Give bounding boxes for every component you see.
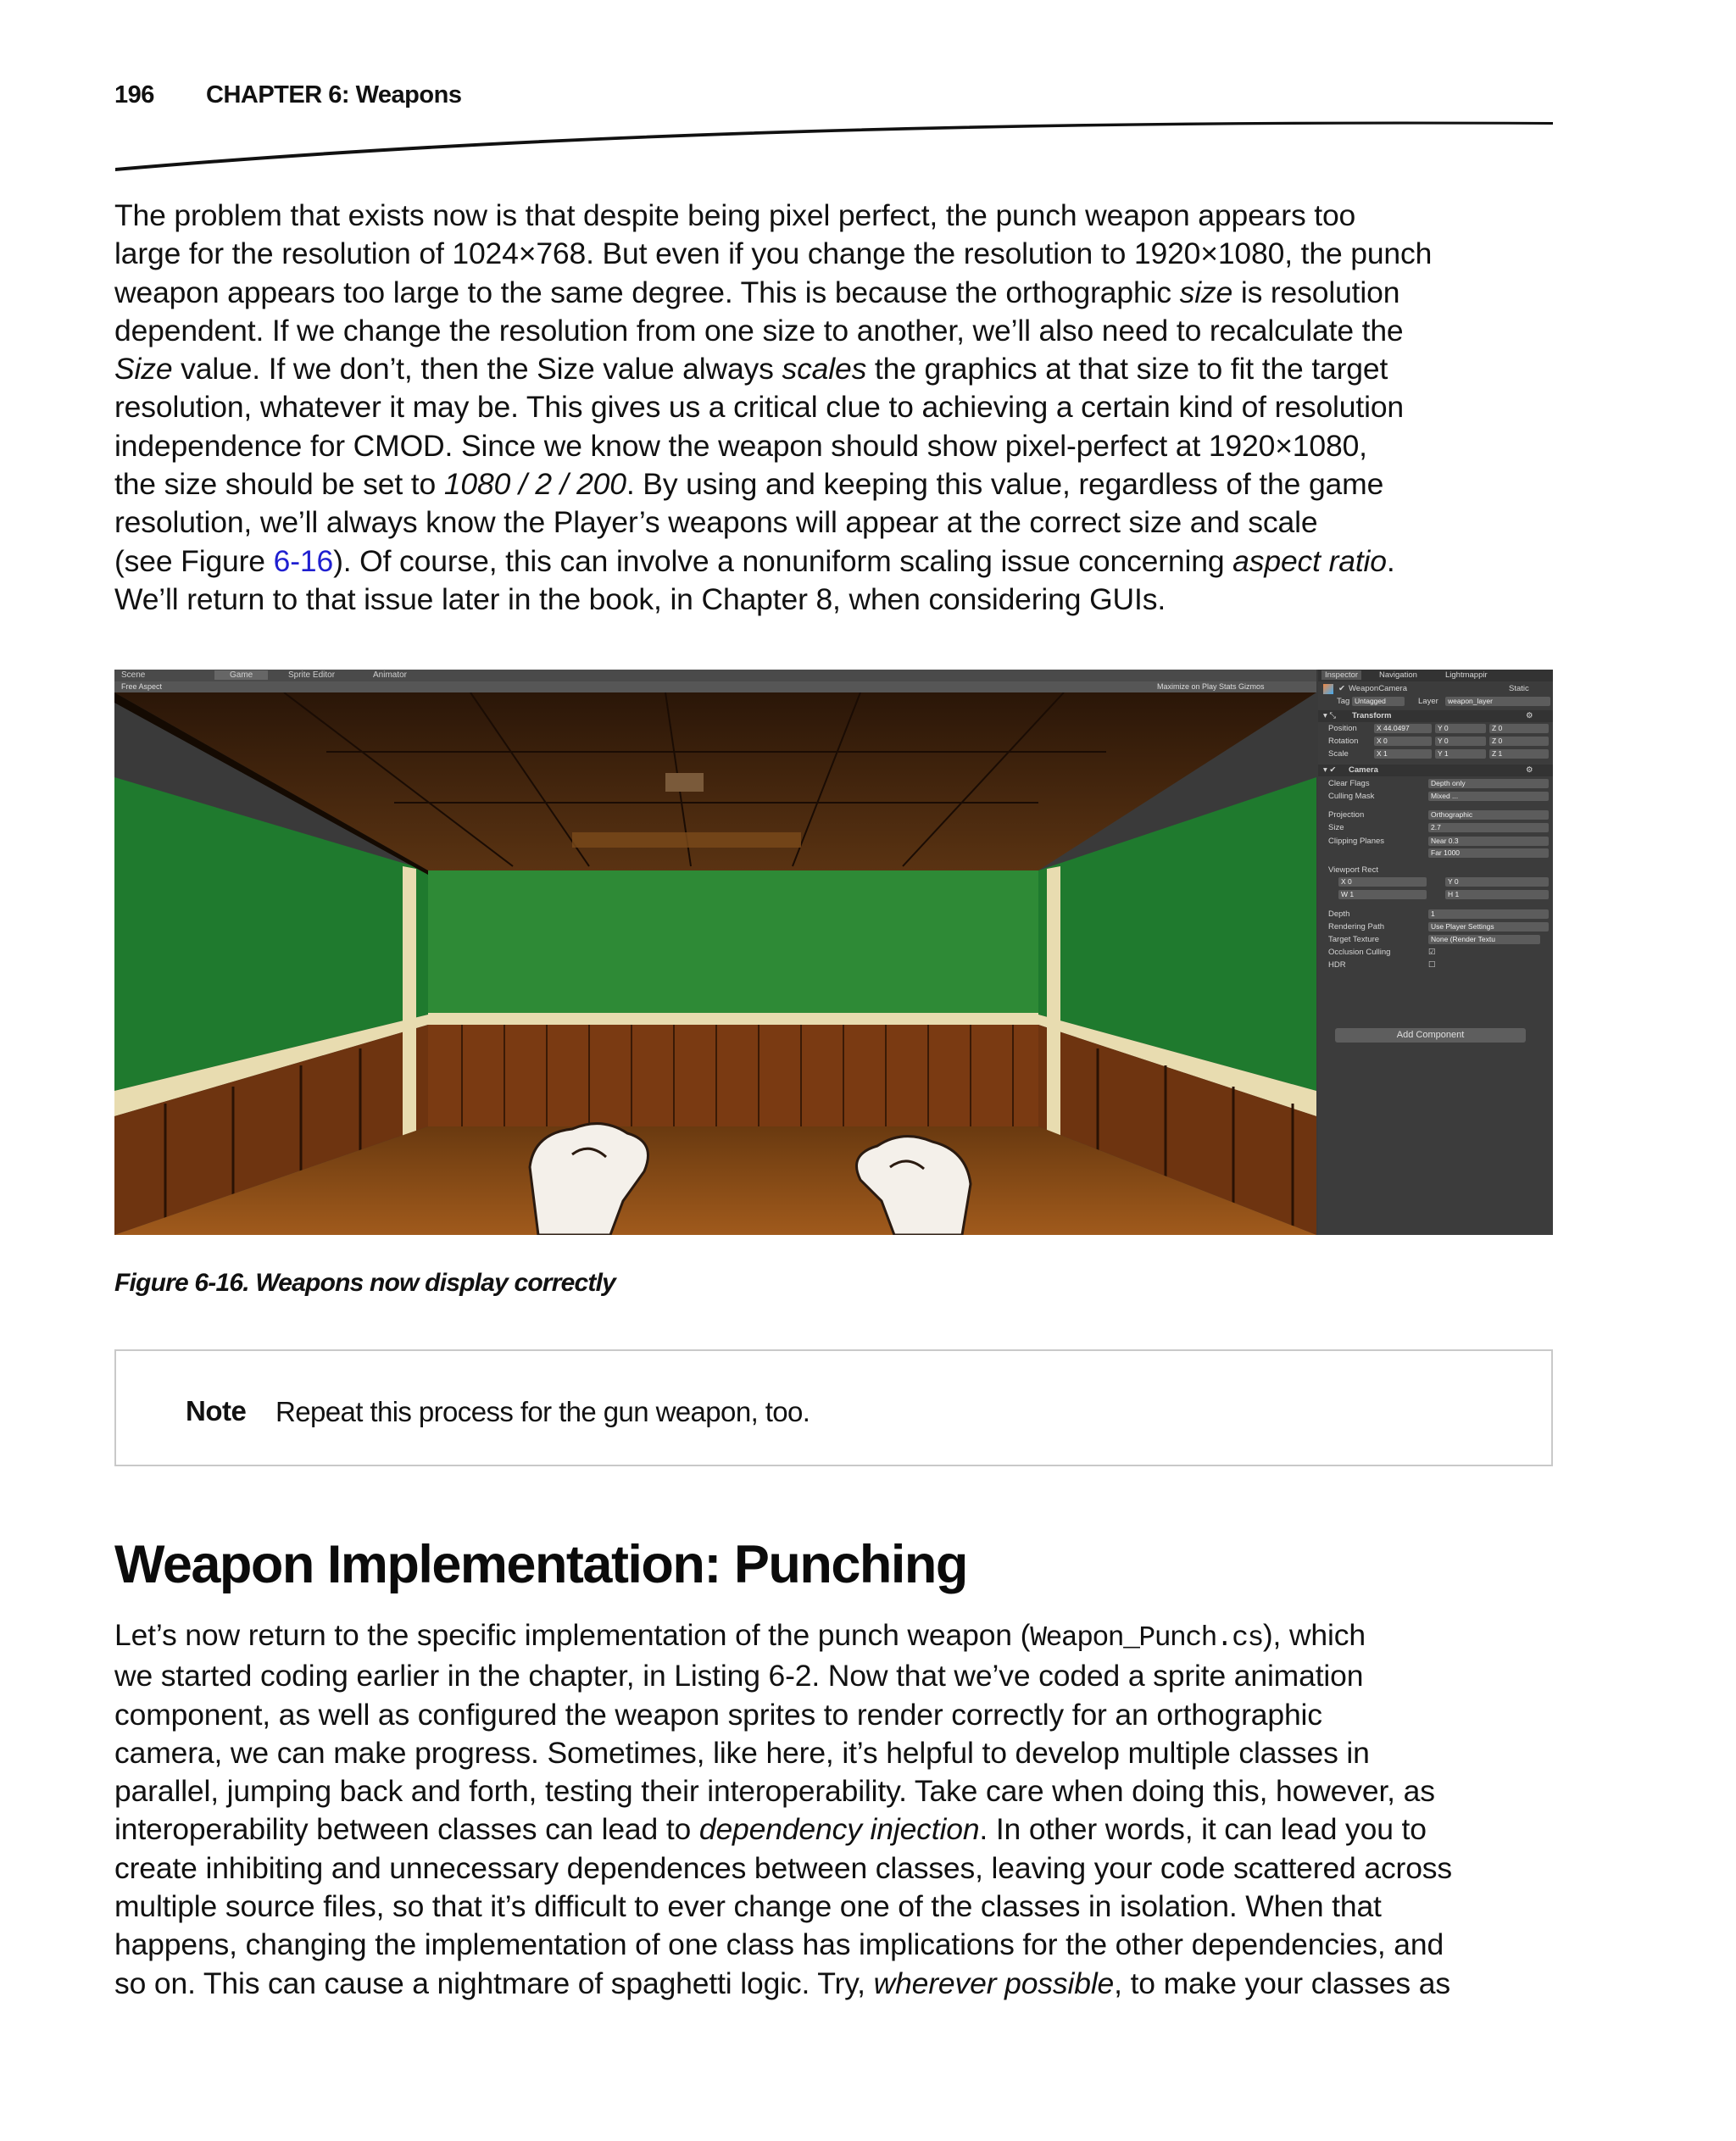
rendering-path-dropdown[interactable]: Use Player Settings — [1428, 922, 1549, 931]
text-line: resolution, whatever it may be. This gives us a critical clue to achieving a certain kind of resolution — [114, 390, 1405, 425]
camera-header[interactable]: Camera — [1349, 765, 1378, 775]
text-line: large for the resolution of 1024×768. But even if you change the resolution to 1920×1080, the punch — [114, 236, 1433, 271]
body-paragraph-2 — [114, 1616, 1555, 2003]
figure-screenshot — [114, 670, 1553, 1235]
transform-icon: ▾ ⤡ — [1323, 711, 1337, 720]
page-number: 196 — [114, 81, 154, 108]
size-field[interactable]: 2.7 — [1428, 823, 1549, 832]
tab-navigation[interactable]: Navigation — [1379, 670, 1417, 680]
target-texture-label: Target Texture — [1328, 935, 1380, 944]
text-line: parallel, jumping back and forth, testing their interoperability. Take care when doing this, however, as — [114, 1774, 1435, 1809]
position-y-field[interactable]: Y 0 — [1435, 724, 1486, 733]
chapter-title: CHAPTER 6: Weapons — [206, 81, 462, 108]
rotation-y-field[interactable]: Y 0 — [1435, 737, 1486, 746]
text-line: We’ll return to that issue later in the book, in Chapter 8, when considering GUIs. — [114, 581, 1166, 616]
projection-label: Projection — [1328, 810, 1365, 820]
note-box — [114, 1349, 1553, 1466]
note-label: Note — [186, 1395, 247, 1426]
clear-flags-label: Clear Flags — [1328, 779, 1370, 788]
tab-animator[interactable]: Animator — [373, 670, 408, 680]
tag-dropdown[interactable]: Untagged — [1352, 697, 1405, 706]
scale-z-field[interactable]: Z 1 — [1489, 749, 1549, 759]
tab-scene[interactable]: Scene — [121, 670, 146, 680]
text-line: interoperability between classes can lead to dependency injection. In other words, it can lead you to — [114, 1812, 1427, 1847]
viewport-x-field[interactable]: X 0 — [1338, 877, 1427, 887]
size-label: Size — [1328, 823, 1344, 832]
game-toolbar — [114, 681, 1316, 692]
rotation-label: Rotation — [1328, 737, 1359, 746]
hdr-checkbox[interactable]: ☐ — [1428, 960, 1436, 970]
body-paragraph-1 — [114, 197, 1555, 619]
depth-label: Depth — [1328, 909, 1350, 919]
text-line: Let’s now return to the specific implementation of the punch weapon (Weapon_Punch.cs), which — [114, 1618, 1366, 1654]
tab-game[interactable]: Game — [214, 670, 268, 680]
tab-inspector[interactable]: Inspector — [1321, 670, 1361, 680]
text-line: happens, changing the implementation of one class has implications for the other dependencies, and — [114, 1927, 1444, 1962]
tab-lightmapping[interactable]: Lightmappir — [1445, 670, 1488, 680]
occlusion-culling-label: Occlusion Culling — [1328, 948, 1391, 957]
layer-dropdown[interactable]: weapon_layer — [1445, 697, 1550, 706]
scale-y-field[interactable]: Y 1 — [1435, 749, 1486, 759]
checkmark-icon[interactable]: ✔ — [1338, 684, 1345, 693]
culling-mask-label: Culling Mask — [1328, 792, 1375, 801]
figure-link[interactable]: 6-16 — [273, 543, 334, 578]
rendering-path-label: Rendering Path — [1328, 922, 1385, 931]
scale-x-field[interactable]: X 1 — [1374, 749, 1432, 759]
position-x-field[interactable]: X 44.0497 — [1374, 724, 1432, 733]
position-z-field[interactable]: Z 0 — [1489, 724, 1549, 733]
text-line: multiple source files, so that it’s difficult to ever change one of the classes in isolation. When that — [114, 1889, 1382, 1924]
tag-label: Tag — [1337, 697, 1350, 706]
text-line: independence for CMOD. Since we know the weapon should show pixel-perfect at 1920×1080, — [114, 428, 1367, 463]
text-line: component, as well as configured the weapon sprites to render correctly for an orthographic — [114, 1697, 1322, 1732]
gear-icon[interactable]: ⚙ — [1526, 711, 1533, 720]
viewport-h-field[interactable]: H 1 — [1445, 890, 1549, 899]
scale-label: Scale — [1328, 749, 1349, 759]
editor-tab-bar — [114, 670, 1316, 681]
game-toolbar-options[interactable]: Maximize on Play Stats Gizmos — [1157, 682, 1265, 691]
camera-icon: ▾ ✔ — [1323, 765, 1337, 775]
viewport-rect-label: Viewport Rect — [1328, 865, 1378, 875]
target-texture-field[interactable]: None (Render Textu — [1428, 935, 1540, 944]
occlusion-culling-checkbox[interactable]: ☑ — [1428, 948, 1436, 957]
position-label: Position — [1328, 724, 1357, 733]
viewport-y-field[interactable]: Y 0 — [1445, 877, 1549, 887]
aspect-dropdown[interactable]: Free Aspect — [121, 682, 163, 691]
game-view — [114, 692, 1316, 1235]
rotation-x-field[interactable]: X 0 — [1374, 737, 1432, 746]
near-field[interactable]: Near 0.3 — [1428, 837, 1549, 846]
tab-sprite-editor[interactable]: Sprite Editor — [288, 670, 336, 680]
add-component-button[interactable]: Add Component — [1335, 1028, 1526, 1043]
clipping-planes-label: Clipping Planes — [1328, 837, 1385, 846]
culling-mask-dropdown[interactable]: Mixed ... — [1428, 792, 1549, 801]
inspector-panel — [1318, 670, 1553, 1235]
text-line: The problem that exists now is that despite being pixel perfect, the punch weapon appears too — [114, 198, 1356, 232]
text-line: resolution, we’ll always know the Player’s weapons will appear at the correct size and scale — [114, 505, 1318, 540]
depth-field[interactable]: 1 — [1428, 909, 1549, 919]
text-line: Size value. If we don’t, then the Size value always scales the graphics at that size to fit the target — [114, 352, 1388, 386]
code-inline: Weapon_Punch.cs — [1030, 1622, 1263, 1654]
text-line: we started coding earlier in the chapter, in Listing 6-2. Now that we’ve coded a sprite animation — [114, 1659, 1364, 1693]
text-line: weapon appears too large to the same degree. This is because the orthographic size is resolution — [114, 275, 1400, 309]
figure-caption: Figure 6-16. Weapons now display correctly — [114, 1269, 616, 1297]
text-line: camera, we can make progress. Sometimes, like here, it’s helpful to develop multiple classes in — [114, 1735, 1370, 1770]
static-toggle[interactable]: Static — [1509, 684, 1529, 693]
gameobject-icon — [1323, 684, 1333, 694]
note-text: Repeat this process for the gun weapon, too. — [275, 1396, 810, 1427]
text-line: create inhibiting and unnecessary dependences between classes, leaving your code scattered across — [114, 1850, 1453, 1885]
layer-label: Layer — [1418, 697, 1438, 706]
text-line: (see Figure 6-16). Of course, this can involve a nonuniform scaling issue concerning aspect ratio. — [114, 543, 1395, 578]
gear-icon[interactable]: ⚙ — [1526, 765, 1533, 775]
viewport-w-field[interactable]: W 1 — [1338, 890, 1427, 899]
text-line: the size should be set to 1080 / 2 / 200. By using and keeping this value, regardless of the game — [114, 467, 1384, 502]
section-heading: Weapon Implementation: Punching — [114, 1535, 967, 1594]
clear-flags-dropdown[interactable]: Depth only — [1428, 779, 1549, 788]
object-name[interactable]: WeaponCamera — [1349, 684, 1408, 693]
projection-dropdown[interactable]: Orthographic — [1428, 810, 1549, 820]
text-line: dependent. If we change the resolution from one size to another, we’ll also need to recalculate the — [114, 313, 1404, 348]
far-field[interactable]: Far 1000 — [1428, 848, 1549, 858]
header-rule — [112, 115, 1553, 175]
rotation-z-field[interactable]: Z 0 — [1489, 737, 1549, 746]
hdr-label: HDR — [1328, 960, 1346, 970]
transform-header[interactable]: Transform — [1352, 711, 1392, 720]
text-line: so on. This can cause a nightmare of spaghetti logic. Try, wherever possible, to make your classes as — [114, 1966, 1450, 2000]
